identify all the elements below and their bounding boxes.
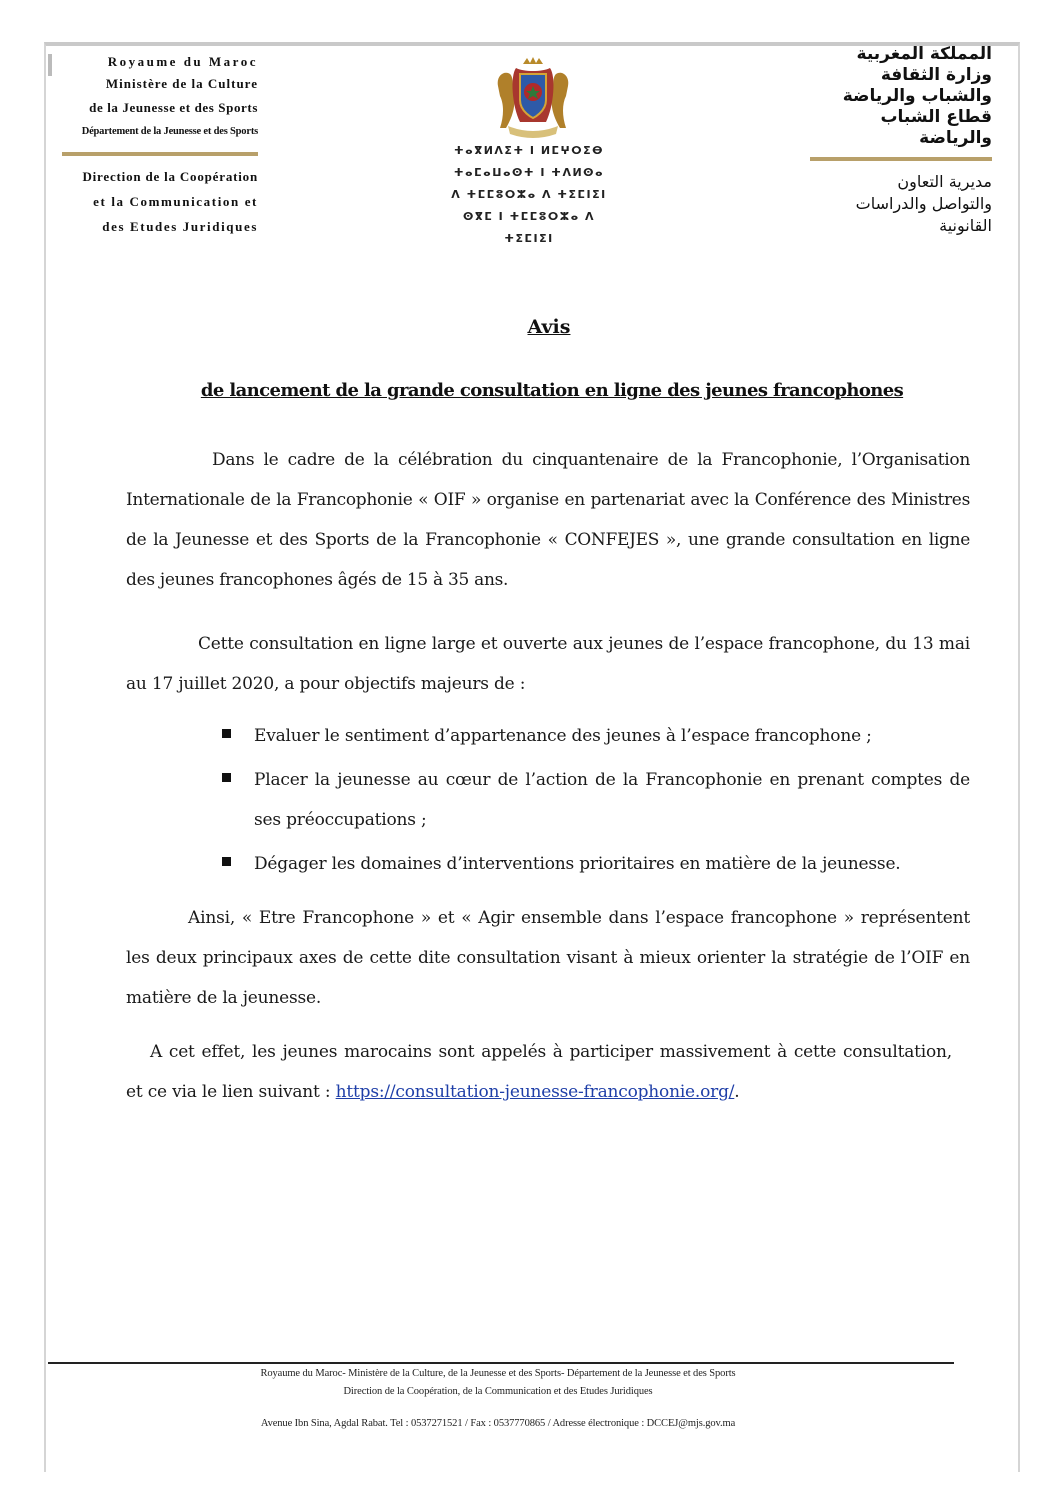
paragraph-call-to-action: [126, 1032, 952, 1112]
footer-line1: Royaume du Maroc- Ministère de la Culture, de la Jeunesse et des Sports- Département de la Jeunesse et des Sports: [260, 1368, 736, 1379]
header-left-line2: Ministère de la Culture: [105, 76, 258, 91]
header-right-dept1: مديرية التعاون: [897, 172, 992, 191]
header-left-divider: [62, 152, 258, 156]
footer-line3: Avenue Ibn Sina, Agdal Rabat. Tel : 0537271521 / Fax : 0537770865 / Adresse électronique : DCCEJ@mjs.gov.ma: [260, 1418, 736, 1429]
document-title: Avis: [527, 316, 571, 338]
square-bullet-icon: [222, 729, 231, 738]
footer-divider: [48, 1362, 954, 1364]
header-left-dept3: des Etudes Juridiques: [102, 219, 258, 234]
list-item-text: Dégager les domaines d’interventions prioritaires en matière de la jeunesse.: [254, 854, 901, 874]
list-item: [218, 760, 970, 840]
cta-end: .: [734, 1082, 740, 1102]
square-bullet-icon: [222, 773, 231, 782]
list-item-text: Placer la jeunesse au cœur de l’action de la Francophonie en prenant comptes de ses préoccupations ;: [254, 770, 970, 830]
header-right-divider: [810, 157, 992, 161]
header-left-dept1: Direction de la Coopération: [82, 169, 258, 184]
cta-text: A cet effet, les jeunes marocains sont appelés à participer massivement à cette consultation, et ce via le lien suivant :: [126, 1042, 952, 1102]
moroccan-coat-of-arms-icon: [490, 56, 576, 140]
header-right-line4: قطاع الشباب والرياضة: [880, 107, 992, 148]
header-right-line1: المملكة المغربية: [856, 44, 992, 64]
square-bullet-icon: [222, 857, 231, 866]
tifinagh-line2: ⵜⴰⵎⴰⵡⴰⵙⵜ ⵏ ⵜⴷⵍⵙⴰ: [453, 166, 605, 179]
paragraph-axes: Ainsi, « Etre Francophone » et « Agir ensemble dans l’espace francophone » représentent les deux principaux axes de cette dite consultation visant à mieux orienter la stratégie de l’OIF en matière de la jeunesse.: [126, 908, 970, 1008]
document-subtitle: de lancement de la grande consultation en ligne des jeunes francophones: [200, 380, 904, 401]
list-item: [218, 716, 970, 756]
footer-line2: Direction de la Coopération, de la Communication et des Etudes Juridiques: [343, 1386, 653, 1397]
header-right-line2: وزارة الثقافة: [880, 65, 992, 85]
paragraph-objectives-intro: Cette consultation en ligne large et ouverte aux jeunes de l’espace francophone, du 13 mai au 17 juillet 2020, a pour objectifs majeurs de :: [126, 634, 970, 694]
consultation-link[interactable]: https://consultation-jeunesse-francophonie.org/: [335, 1082, 735, 1102]
header-right-dept2: والتواصل والدراسات: [855, 194, 992, 213]
header-right-block: [810, 44, 992, 237]
tifinagh-header-block: [444, 140, 614, 250]
paragraph-intro: Dans le cadre de la célébration du cinquantenaire de la Francophonie, l’Organisation Internationale de la Francophonie « OIF » organise en partenariat avec la Conférence des Ministres de la Jeunesse et des Sports de la Francophonie « CONFEJES », une grande consultation en ligne des jeunes francophones âgés de 15 à 35 ans.: [126, 450, 970, 590]
list-item-text: Evaluer le sentiment d’appartenance des jeunes à l’espace francophone ;: [254, 726, 872, 746]
frame-corner-mark: [48, 54, 52, 76]
header-right-dept3: القانونية: [939, 216, 992, 235]
header-left-block: [62, 52, 258, 239]
tifinagh-line4: ⵙⴳⵎ ⵏ ⵜⵎⵎⵓⵔⵣⴰ ⴷ ⵜⵉⵎⵏⵉⵏ: [462, 210, 596, 245]
header-left-line4: Département de la Jeunesse et des Sports: [81, 126, 258, 137]
header-left-line1: Royaume du Maroc: [107, 54, 258, 69]
header-left-line3: de la Jeunesse et des Sports: [89, 100, 258, 115]
header-left-dept2: et la Communication et: [93, 194, 258, 209]
tifinagh-line1: ⵜⴰⴳⵍⴷⵉⵜ ⵏ ⵍⵎⵖⵔⵉⴱ: [453, 144, 604, 157]
objectives-list: [218, 716, 970, 888]
header-right-line3: والشباب والرياضة: [842, 86, 992, 106]
list-item: [218, 844, 970, 884]
tifinagh-line3: ⴷ ⵜⵎⵎⵓⵔⵣⴰ ⴷ ⵜⵉⵎⵏⵉⵏ: [451, 188, 607, 201]
